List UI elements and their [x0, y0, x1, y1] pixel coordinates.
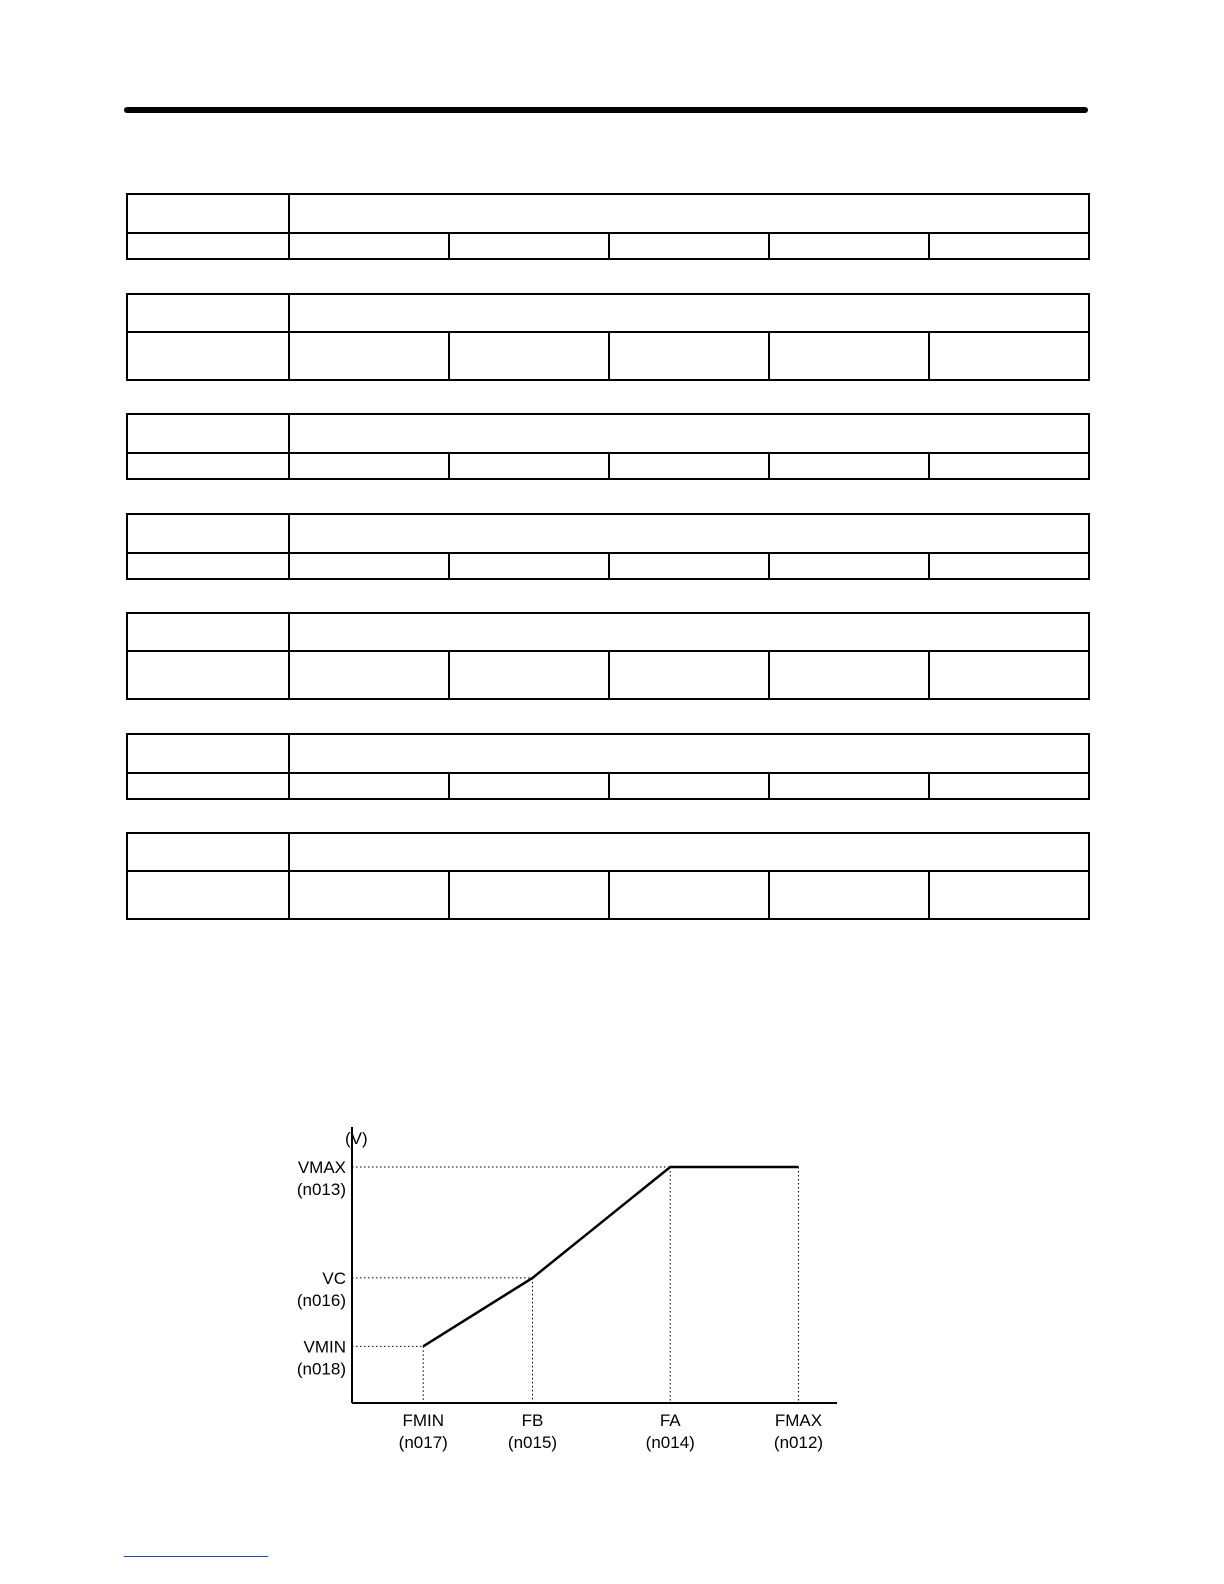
param-cell: [449, 332, 609, 380]
param-cell: [609, 453, 769, 479]
param-cell: [449, 773, 609, 799]
y-unit-label: (V): [345, 1129, 368, 1148]
y-tick-vmin: VMIN: [303, 1337, 346, 1357]
param-description: [289, 734, 1089, 773]
param-cell: [769, 233, 929, 259]
param-cell: [769, 453, 929, 479]
param-cell: [289, 553, 449, 579]
param-label: [127, 514, 289, 553]
param-cell: [929, 773, 1089, 799]
param-cell: [769, 651, 929, 699]
param-cell: [929, 332, 1089, 380]
param-cell: [289, 871, 449, 919]
param-label: [127, 414, 289, 453]
parameter-table-7: [126, 832, 1090, 920]
y-tick-param-vc: (n016): [296, 1290, 346, 1310]
param-label: [127, 734, 289, 773]
param-label: [127, 194, 289, 233]
param-description: [289, 613, 1089, 651]
param-cell: [289, 233, 449, 259]
param-cell: [929, 553, 1089, 579]
param-description: [289, 194, 1089, 233]
param-cell: [449, 553, 609, 579]
param-cell: [127, 773, 289, 799]
header-rule: [124, 107, 1088, 113]
x-tick-fmin: FMIN: [402, 1411, 445, 1430]
footer-rule: [124, 1556, 268, 1557]
parameter-table-6: [126, 733, 1090, 800]
param-label: [127, 613, 289, 651]
param-cell: [929, 871, 1089, 919]
param-label: [127, 294, 289, 332]
param-cell: [449, 651, 609, 699]
y-tick-vmax: VMAX: [297, 1158, 346, 1177]
param-cell: [929, 233, 1089, 259]
param-cell: [127, 332, 289, 380]
param-cell: [127, 651, 289, 699]
param-cell: [609, 651, 769, 699]
param-cell: [609, 553, 769, 579]
param-label: [127, 833, 289, 871]
parameter-table-2: [126, 293, 1090, 381]
param-cell: [929, 453, 1089, 479]
param-cell: [769, 773, 929, 799]
x-tick-param-fmax: (n012): [773, 1433, 824, 1452]
param-cell: [127, 233, 289, 259]
param-description: [289, 414, 1089, 453]
x-tick-fmax: FMAX: [774, 1411, 823, 1430]
param-cell: [127, 871, 289, 919]
y-tick-vc: VC: [322, 1268, 346, 1288]
param-cell: [449, 233, 609, 259]
x-tick-fb: FB: [521, 1411, 544, 1430]
param-cell: [609, 871, 769, 919]
param-cell: [769, 871, 929, 919]
x-tick-param-fmin: (n017): [398, 1433, 448, 1452]
x-tick-param-fb: (n015): [507, 1433, 558, 1452]
param-cell: [289, 453, 449, 479]
param-cell: [769, 553, 929, 579]
vf-series-line: [423, 1167, 798, 1346]
param-cell: [289, 773, 449, 799]
param-cell: [609, 332, 769, 380]
param-description: [289, 833, 1089, 871]
parameter-table-4: [126, 513, 1090, 580]
x-tick-fa: FA: [659, 1411, 681, 1430]
param-cell: [769, 332, 929, 380]
parameter-table-5: [126, 612, 1090, 700]
parameter-table-3: [126, 413, 1090, 480]
param-description: [289, 294, 1089, 332]
y-tick-param-vmax: (n013): [296, 1180, 346, 1199]
param-cell: [127, 453, 289, 479]
param-cell: [449, 871, 609, 919]
param-cell: [609, 773, 769, 799]
param-cell: [609, 233, 769, 259]
y-tick-param-vmin: (n018): [296, 1359, 346, 1379]
param-description: [289, 514, 1089, 553]
param-cell: [449, 453, 609, 479]
param-cell: [289, 651, 449, 699]
param-cell: [929, 651, 1089, 699]
param-cell: [127, 553, 289, 579]
param-cell: [289, 332, 449, 380]
x-tick-param-fa: (n014): [645, 1433, 695, 1452]
parameter-table-1: [126, 193, 1090, 260]
vf-pattern-chart: [270, 1120, 850, 1470]
